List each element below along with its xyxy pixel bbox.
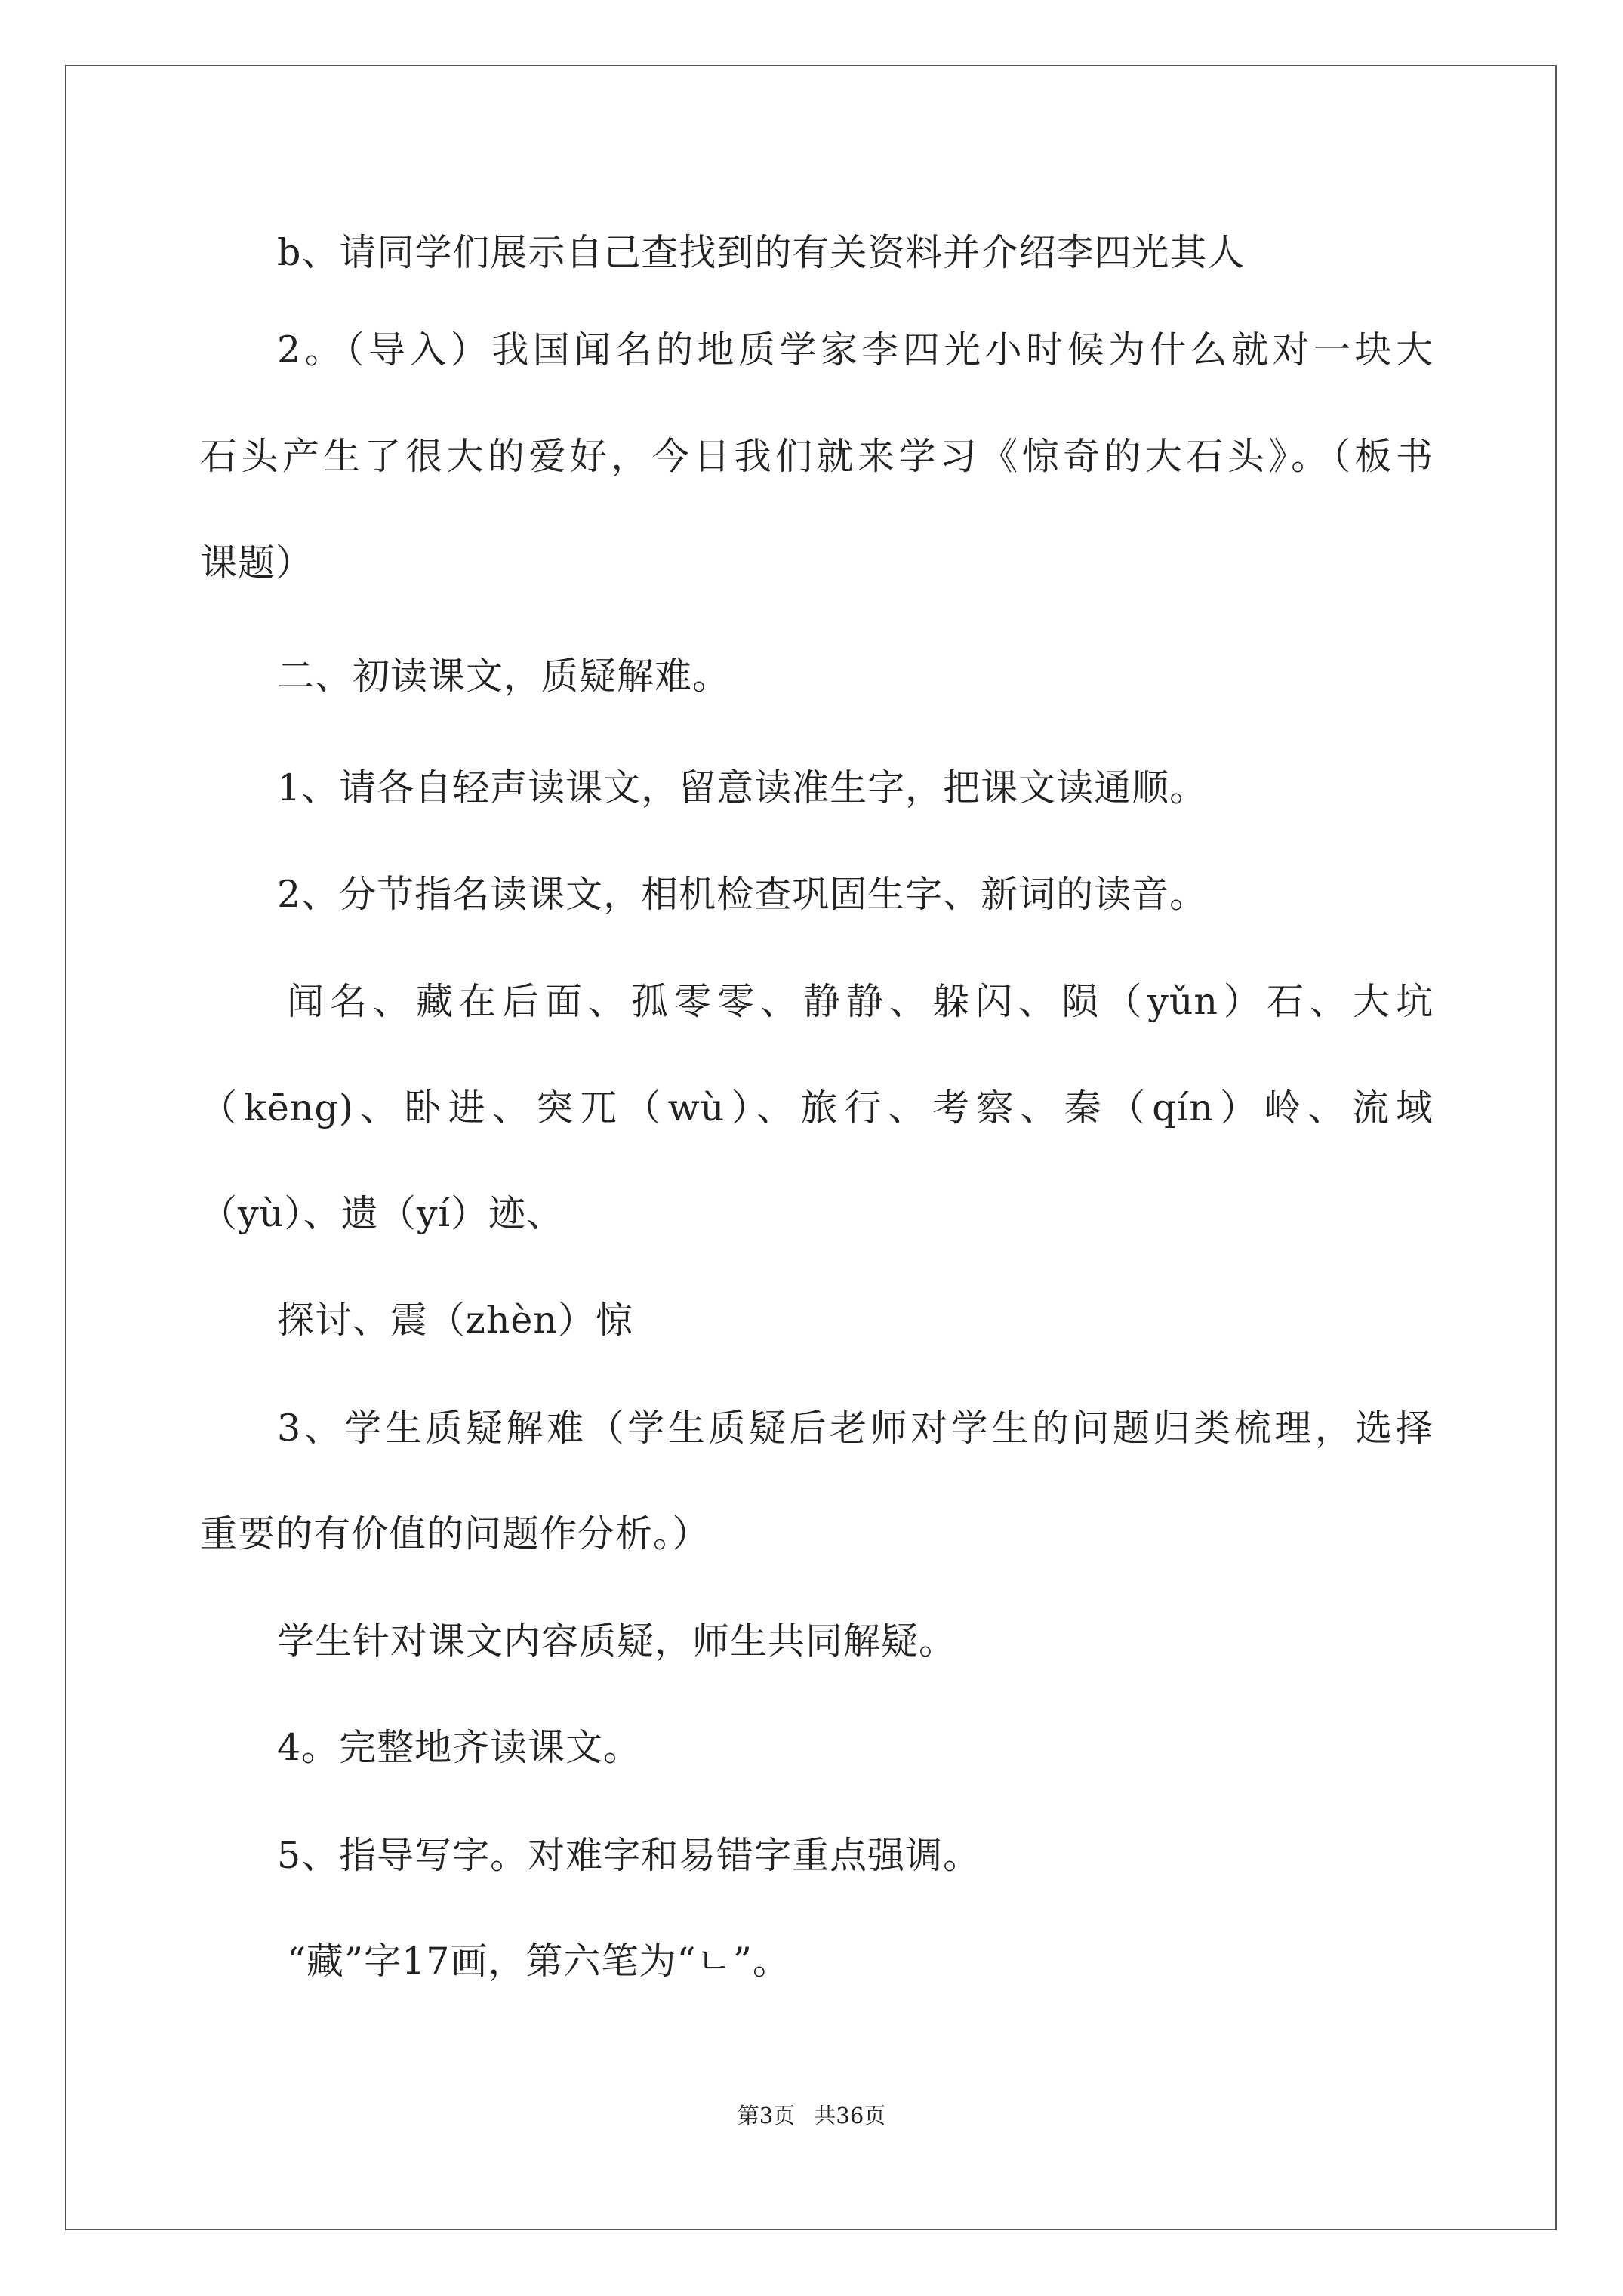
page-total: 共36页 <box>814 2103 886 2128</box>
text-line: 4。完整地齐读课文。 <box>277 1726 642 1769</box>
text-line: 重要的有价值的问题作分析。） <box>200 1512 710 1555</box>
text-line: 2、分节指名读课文，相机检查巩固生字、新词的读音。 <box>277 873 1208 916</box>
text-line: b、请同学们展示自己查找到的有关资料并介绍李四光其人 <box>277 231 1246 274</box>
text-line: 1、请各自轻声读课文，留意读准生字，把课文读通顺。 <box>277 766 1208 809</box>
text-line: 二、初读课文，质疑解难。 <box>277 655 731 698</box>
text-line: 课题） <box>200 541 314 584</box>
text-line: 闻名、藏在后面、孤零零、静静、躲闪、陨（yǔn）石、大坑 <box>287 980 1434 1023</box>
text-line: 学生针对课文内容质疑，师生共同解疑。 <box>277 1620 957 1663</box>
text-line: 3、学生质疑解难（学生质疑后老师对学生的问题归类梳理，选择 <box>277 1407 1434 1450</box>
text-line: 石头产生了很大的爱好，今日我们就来学习《惊奇的大石头》。（板书 <box>200 435 1434 478</box>
page-border <box>65 65 1557 2230</box>
text-line: “藏”字17画，第六笔为“ㄴ”。 <box>287 1940 790 1983</box>
page-footer <box>0 2100 1623 2131</box>
text-line: （kēng)、卧进、突兀（wù）、旅行、考察、秦（qín）岭、流域 <box>200 1086 1434 1130</box>
page-number: 第3页 <box>737 2103 796 2128</box>
text-line: 探讨、震（zhèn）惊 <box>277 1299 633 1342</box>
text-line: （yù）、遗（yí）迹、 <box>200 1192 565 1235</box>
text-line: 2。（导入）我国闻名的地质学家李四光小时候为什么就对一块大 <box>277 328 1434 371</box>
text-line: 5、指导写字。对难字和易错字重点强调。 <box>277 1834 981 1877</box>
